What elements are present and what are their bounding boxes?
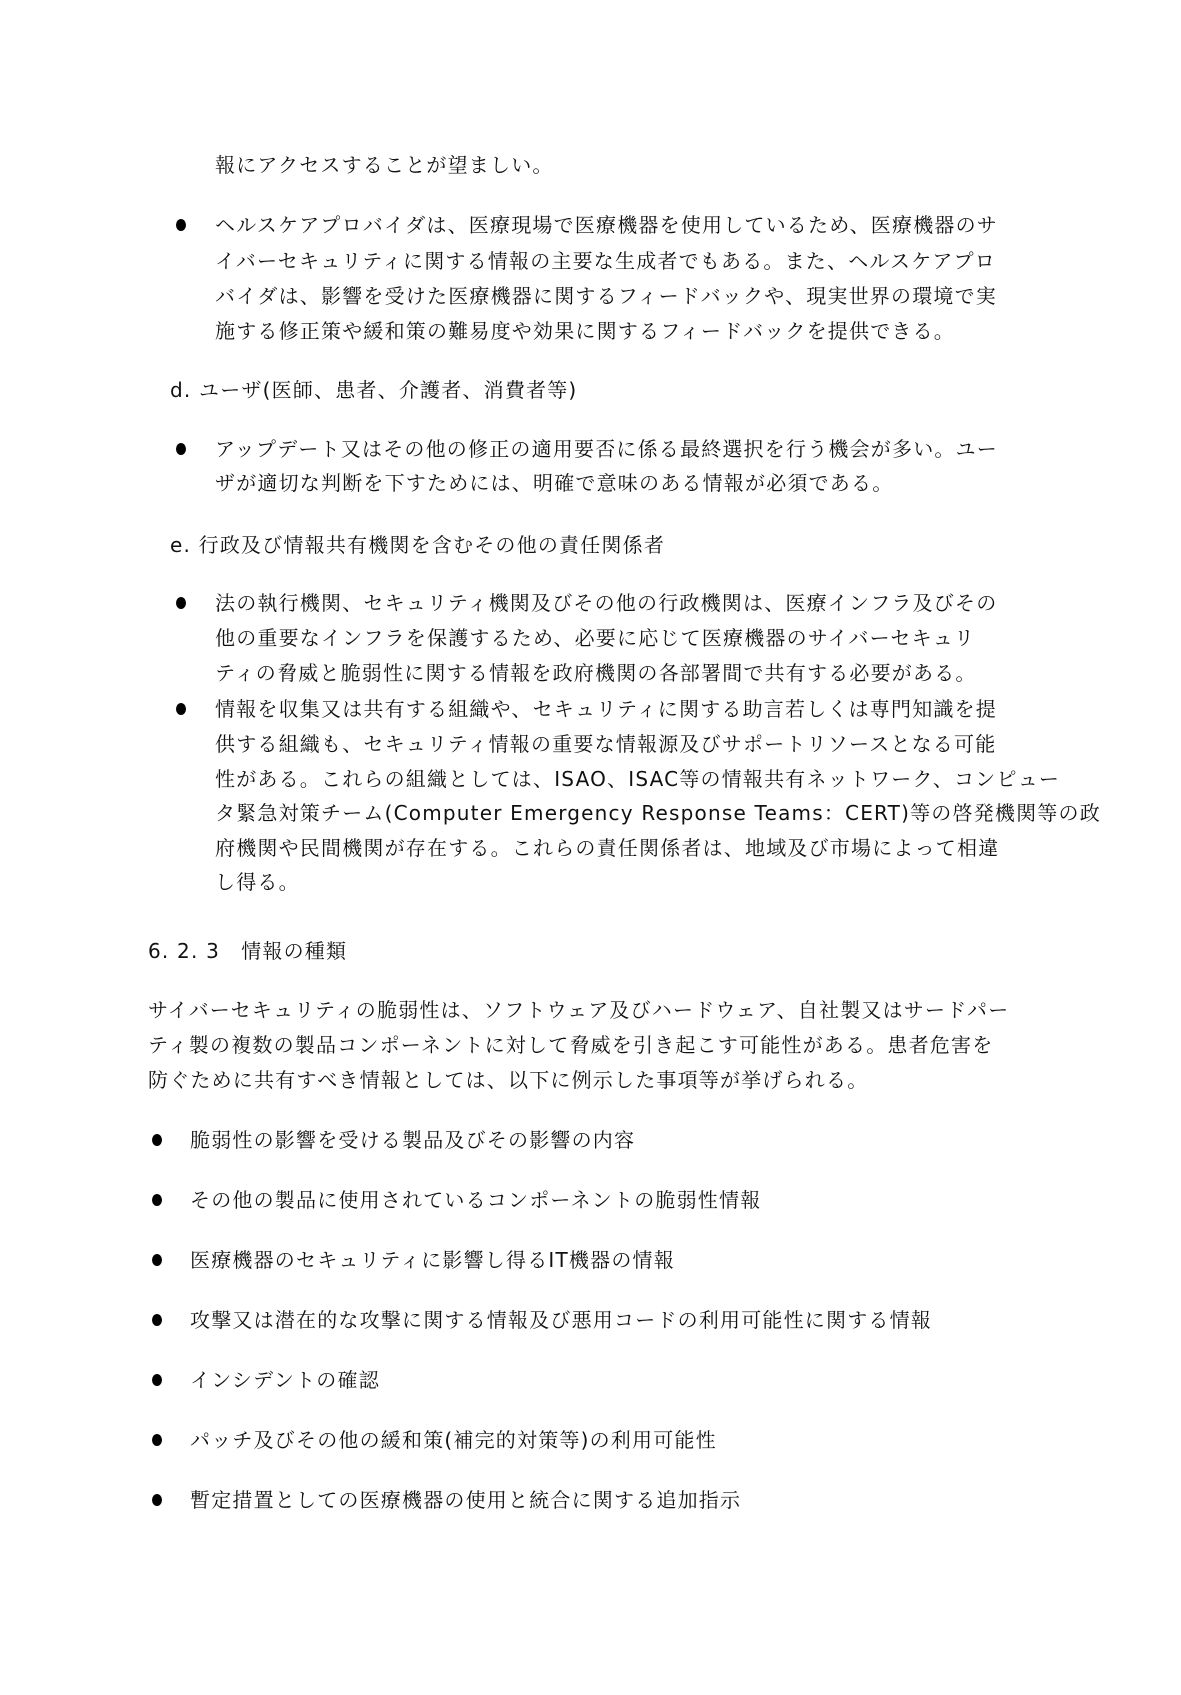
list-item: 暫定措置としての医療機器の使用と統合に関する追加指示 — [190, 1488, 742, 1512]
list-item: 医療機器のセキュリティに影響し得るIT機器の情報 — [190, 1248, 675, 1272]
paragraph-line: ティの脅威と脆弱性に関する情報を政府機関の各部署間で共有する必要がある。 — [215, 661, 977, 685]
paragraph-line: イバーセキュリティに関する情報の主要な生成者でもある。また、ヘルスケアプロ — [215, 249, 996, 273]
paragraph-line: バイダは、影響を受けた医療機器に関するフィードバックや、現実世界の環境で実 — [215, 284, 997, 308]
bullet-icon — [176, 703, 186, 715]
paragraph-line: 他の重要なインフラを保護するため、必要に応じて医療機器のサイバーセキュリ — [215, 626, 976, 650]
continuation-text: 報にアクセスすることが望ましい。 — [215, 153, 554, 177]
bullet-icon — [152, 1194, 162, 1206]
paragraph-line: ヘルスケアプロバイダは、医療現場で医療機器を使用しているため、医療機器のサ — [215, 213, 998, 237]
paragraph-line: サイバーセキュリティの脆弱性は、ソフトウェア及びハードウェア、自社製又はサードパー — [148, 998, 1010, 1022]
paragraph-line: ティ製の複数の製品コンポーネントに対して脅威を引き起こす可能性がある。患者危害を — [148, 1033, 994, 1057]
paragraph-line: アップデート又はその他の修正の適用要否に係る最終選択を行う機会が多い。ユー — [215, 437, 998, 461]
paragraph-line: 施する修正策や緩和策の難易度や効果に関するフィードバックを提供できる。 — [215, 319, 955, 343]
paragraph-line: タ緊急対策チーム(Computer Emergency Response Teams：CERT)等の啓発機関等の政 — [215, 801, 1101, 825]
list-item: 脆弱性の影響を受ける製品及びその影響の内容 — [190, 1128, 636, 1152]
paragraph-line: ザが適切な判断を下すためには、明確で意味のある情報が必須である。 — [215, 471, 894, 495]
bullet-icon — [152, 1314, 162, 1326]
bullet-icon — [152, 1434, 162, 1446]
bullet-icon — [152, 1374, 162, 1386]
list-item: その他の製品に使用されているコンポーネントの脆弱性情報 — [190, 1188, 762, 1212]
paragraph-line: し得る。 — [215, 870, 300, 894]
bullet-icon — [152, 1494, 162, 1506]
bullet-icon — [176, 597, 186, 609]
bullet-icon — [152, 1134, 162, 1146]
list-item: パッチ及びその他の緩和策(補完的対策等)の利用可能性 — [190, 1428, 717, 1452]
paragraph-line: 情報を収集又は共有する組織や、セキュリティに関する助言若しくは専門知識を提 — [215, 697, 997, 721]
bullet-icon — [176, 443, 186, 455]
list-item: 攻撃又は潜在的な攻撃に関する情報及び悪用コードの利用可能性に関する情報 — [190, 1308, 932, 1332]
section-e-heading: e. 行政及び情報共有機関を含むその他の責任関係者 — [170, 533, 666, 557]
bullet-icon — [176, 219, 186, 231]
section-heading: 6. 2. 3 情報の種類 — [148, 939, 348, 963]
paragraph-line: 法の執行機関、セキュリティ機関及びその他の行政機関は、医療インフラ及びその — [215, 591, 998, 615]
paragraph-line: 府機関や民間機関が存在する。これらの責任関係者は、地域及び市場によって相違 — [215, 836, 1000, 860]
list-item: インシデントの確認 — [190, 1368, 380, 1392]
paragraph-line: 性がある。これらの組織としては、ISAO、ISAC等の情報共有ネットワーク、コンピュー — [215, 767, 1061, 791]
section-d-heading: d. ユーザ(医師、患者、介護者、消費者等) — [170, 378, 578, 402]
bullet-icon — [152, 1254, 162, 1266]
paragraph-line: 供する組織も、セキュリティ情報の重要な情報源及びサポートリソースとなる可能 — [215, 732, 997, 756]
paragraph-line: 防ぐために共有すべき情報としては、以下に例示した事項等が挙げられる。 — [148, 1068, 869, 1092]
